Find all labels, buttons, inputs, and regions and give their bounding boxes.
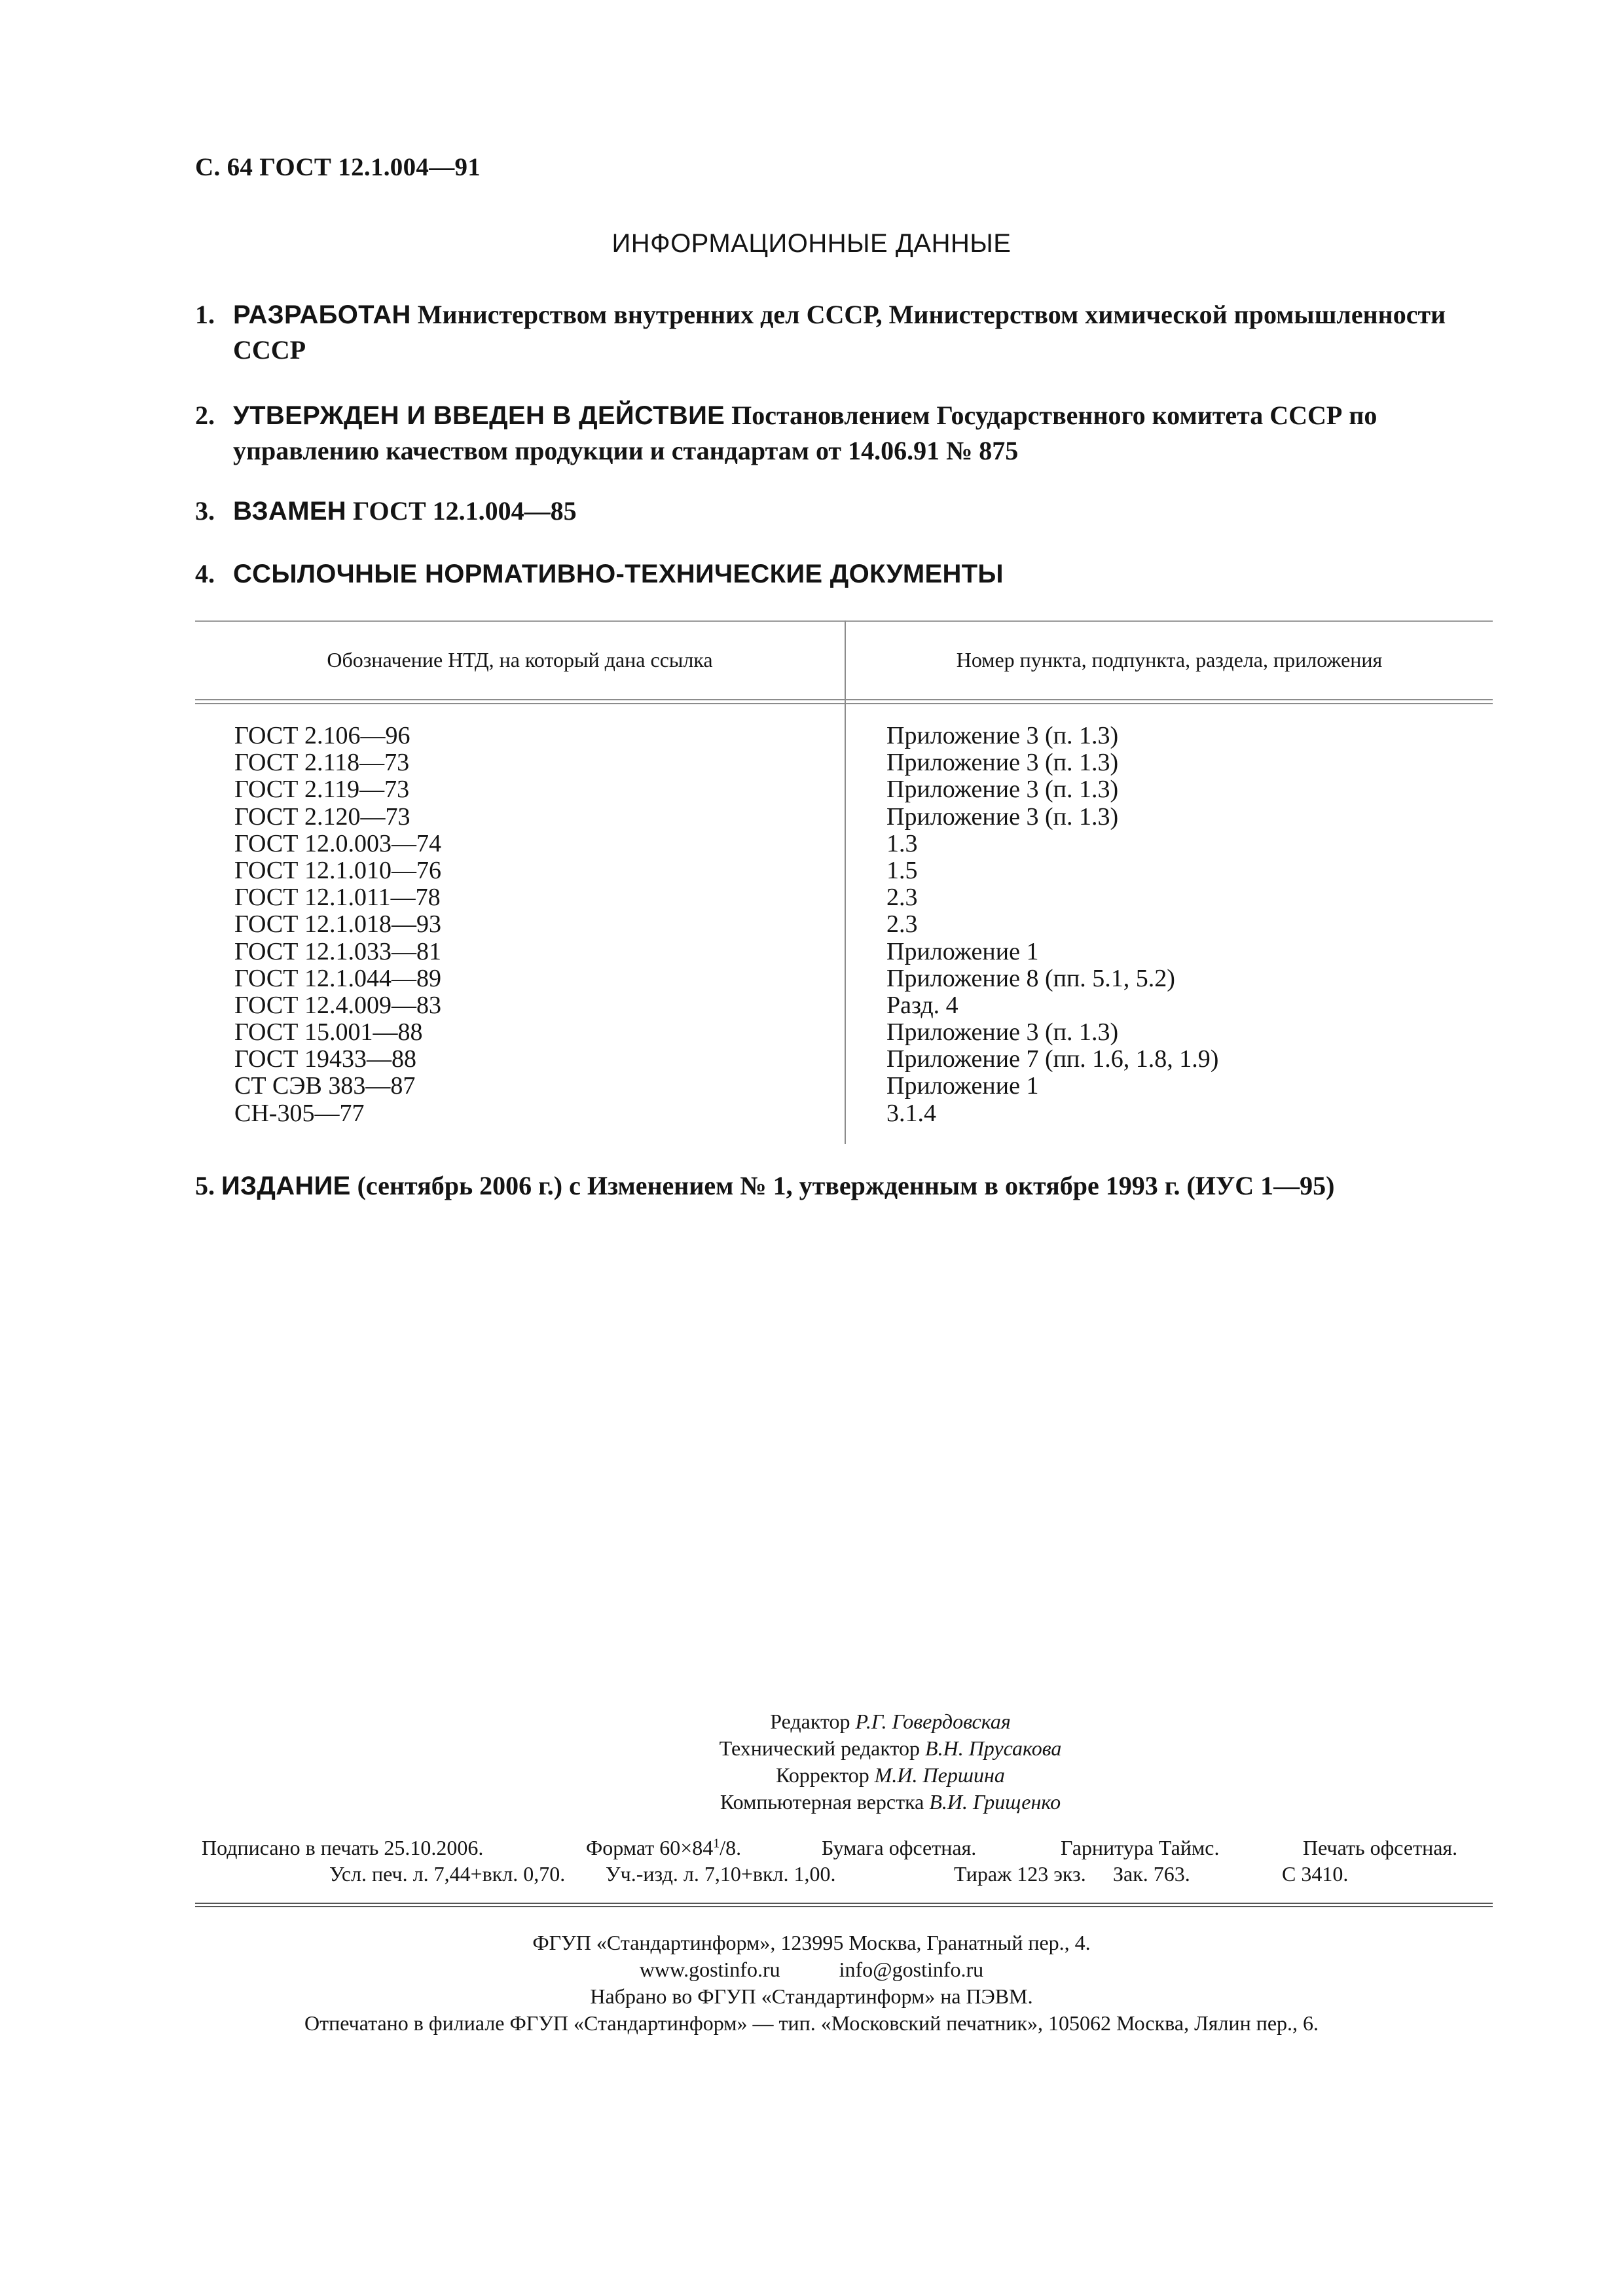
page-title: ИНФОРМАЦИОННЫЕ ДАННЫЕ [611, 229, 1012, 258]
item-number: 2. [195, 401, 215, 430]
publisher-info [0, 1929, 1623, 2037]
clause-reference: Приложение 8 (пп. 5.1, 5.2) [886, 964, 1175, 992]
item-number: 5. [195, 1171, 215, 1200]
credit-name: Р.Г. Говердовская [855, 1710, 1011, 1733]
reference-document: ГОСТ 12.1.044—89 [234, 964, 441, 992]
item-lead: ВЗАМЕН [233, 497, 346, 526]
reference-document: ГОСТ 12.1.018—93 [234, 910, 441, 939]
reference-document: ГОСТ 15.001—88 [234, 1018, 423, 1047]
clause-reference: Приложение 3 (п. 1.3) [886, 802, 1119, 831]
item-number: 3. [195, 496, 215, 526]
reference-document: ГОСТ 2.120—73 [234, 802, 410, 831]
item-number: 4. [195, 559, 215, 588]
reference-document: ГОСТ 19433—88 [234, 1045, 416, 1073]
credit-name: В.И. Грищенко [929, 1790, 1061, 1814]
credit-line [589, 1762, 1192, 1789]
reference-document: СН-305—77 [234, 1099, 365, 1127]
reference-document: ГОСТ 2.118—73 [234, 749, 410, 777]
table-row [0, 939, 1623, 965]
clause-reference: 1.3 [886, 829, 918, 857]
table-row [0, 1100, 1623, 1127]
table-row [0, 749, 1623, 776]
publisher-website: www.gostinfo.ru [639, 1958, 780, 1981]
clause-reference: 2.3 [886, 910, 918, 939]
credit-role: Компьютерная верстка [720, 1790, 924, 1814]
imprint-paper: Бумага офсетная. [822, 1836, 977, 1859]
page-header: С. 64 ГОСТ 12.1.004—91 [195, 153, 481, 181]
table-body [0, 723, 1623, 1127]
table-row [0, 723, 1623, 749]
reference-document: ГОСТ 12.1.033—81 [234, 937, 441, 965]
imprint-format [586, 1836, 741, 1860]
credit-line [589, 1708, 1192, 1735]
credit-line [589, 1735, 1192, 1762]
info-item-1 [195, 297, 1499, 368]
credit-name: М.И. Першина [874, 1763, 1005, 1787]
table-header-reference: Обозначение НТД, на который дана ссылка [327, 648, 713, 672]
item-number: 1. [195, 300, 215, 329]
format-superscript: 1 [713, 1836, 720, 1851]
imprint-typeface: Гарнитура Таймс. [1061, 1836, 1220, 1859]
reference-document: ГОСТ 12.1.010—76 [234, 856, 441, 884]
reference-document: ГОСТ 12.0.003—74 [234, 829, 441, 857]
table-row [0, 776, 1623, 803]
table-top-rule [195, 620, 1493, 622]
imprint-signed: Подписано в печать 25.10.2006. [202, 1836, 484, 1859]
imprint-order-number: Зак. 763. [1113, 1862, 1190, 1886]
clause-reference: 1.5 [886, 856, 918, 884]
reference-document: ГОСТ 12.1.011—78 [234, 884, 441, 912]
clause-reference: Разд. 4 [886, 991, 958, 1019]
reference-document: СТ СЭВ 383—87 [234, 1072, 416, 1100]
item-lead: РАЗРАБОТАН [233, 300, 411, 329]
info-item-4 [195, 556, 1499, 592]
reference-document: ГОСТ 2.106—96 [234, 722, 410, 749]
table-header-rule [195, 703, 1493, 704]
item-lead: ССЫЛОЧНЫЕ НОРМАТИВНО-ТЕХНИЧЕСКИЕ ДОКУМЕНТЫ [233, 560, 1004, 588]
typeset-note: Набрано во ФГУП «Стандартинформ» на ПЭВМ. [590, 1984, 1033, 2008]
clause-reference: 2.3 [886, 884, 918, 912]
clause-reference: Приложение 1 [886, 1072, 1039, 1100]
format-value: Формат 60×84 [586, 1836, 714, 1859]
item-text: Министерством внутренних дел СССР, Министерством химической промышленности СССР [233, 300, 1446, 365]
imprint-divider [195, 1906, 1493, 1907]
publisher-contacts [0, 1956, 1623, 1983]
table-header-clause: Номер пункта, подпункта, раздела, приложения [956, 648, 1383, 672]
imprint-divider [195, 1903, 1493, 1904]
imprint-print-run: Тираж 123 экз. [954, 1862, 1086, 1886]
clause-reference: Приложение 3 (п. 1.3) [886, 1018, 1119, 1047]
reference-document: ГОСТ 12.4.009—83 [234, 991, 441, 1019]
credit-role: Технический редактор [719, 1736, 921, 1760]
item-text: ГОСТ 12.1.004—85 [346, 496, 577, 526]
editorial-credits [589, 1708, 1192, 1816]
table-row [0, 884, 1623, 911]
table-row [0, 1046, 1623, 1073]
imprint-print-method: Печать офсетная. [1303, 1836, 1458, 1859]
publisher-email: info@gostinfo.ru [839, 1958, 984, 1981]
table-row [0, 831, 1623, 857]
reference-document: ГОСТ 2.119—73 [234, 776, 410, 804]
table-row [0, 1019, 1623, 1046]
imprint-print-sheets: Усл. печ. л. 7,44+вкл. 0,70. [329, 1862, 566, 1886]
item-text: (сентябрь 2006 г.) с Изменением № 1, утвержденным в октябре 1993 г. (ИУС 1—95) [350, 1171, 1335, 1200]
credit-role: Редактор [770, 1710, 850, 1733]
publisher-address: ФГУП «Стандартинформ», 123995 Москва, Гранатный пер., 4. [532, 1931, 1091, 1954]
clause-reference: Приложение 7 (пп. 1.6, 1.8, 1.9) [886, 1045, 1219, 1073]
table-row [0, 992, 1623, 1019]
format-fraction: /8. [720, 1836, 742, 1859]
imprint-publisher-sheets: Уч.-изд. л. 7,10+вкл. 1,00. [606, 1862, 836, 1886]
table-row [0, 857, 1623, 884]
clause-reference: Приложение 3 (п. 1.3) [886, 776, 1119, 804]
info-item-3 [195, 493, 1499, 529]
info-item-5 [195, 1168, 1334, 1204]
credit-role: Корректор [776, 1763, 869, 1787]
clause-reference: Приложение 1 [886, 937, 1039, 965]
table-row [0, 804, 1623, 831]
table-row [0, 1073, 1623, 1100]
table-header-rule [195, 699, 1493, 700]
table-row [0, 911, 1623, 938]
item-lead: ИЗДАНИЕ [221, 1172, 351, 1200]
item-text: Постановлением Государственного комитета СССР по управлению качеством продукции и стандартам от 14.06.91 № 875 [233, 401, 1377, 465]
info-item-2 [195, 398, 1499, 469]
printing-note: Отпечатано в филиале ФГУП «Стандартинформ» — тип. «Московский печатник», 105062 Москва, Лялин пер., 6. [304, 2011, 1319, 2035]
credit-name: В.Н. Прусакова [925, 1736, 1062, 1760]
imprint-code: С 3410. [1282, 1862, 1349, 1886]
credit-line [589, 1789, 1192, 1816]
clause-reference: 3.1.4 [886, 1099, 936, 1127]
clause-reference: Приложение 3 (п. 1.3) [886, 749, 1119, 777]
clause-reference: Приложение 3 (п. 1.3) [886, 722, 1119, 749]
item-lead: УТВЕРЖДЕН И ВВЕДЕН В ДЕЙСТВИЕ [233, 401, 725, 430]
table-row [0, 965, 1623, 992]
